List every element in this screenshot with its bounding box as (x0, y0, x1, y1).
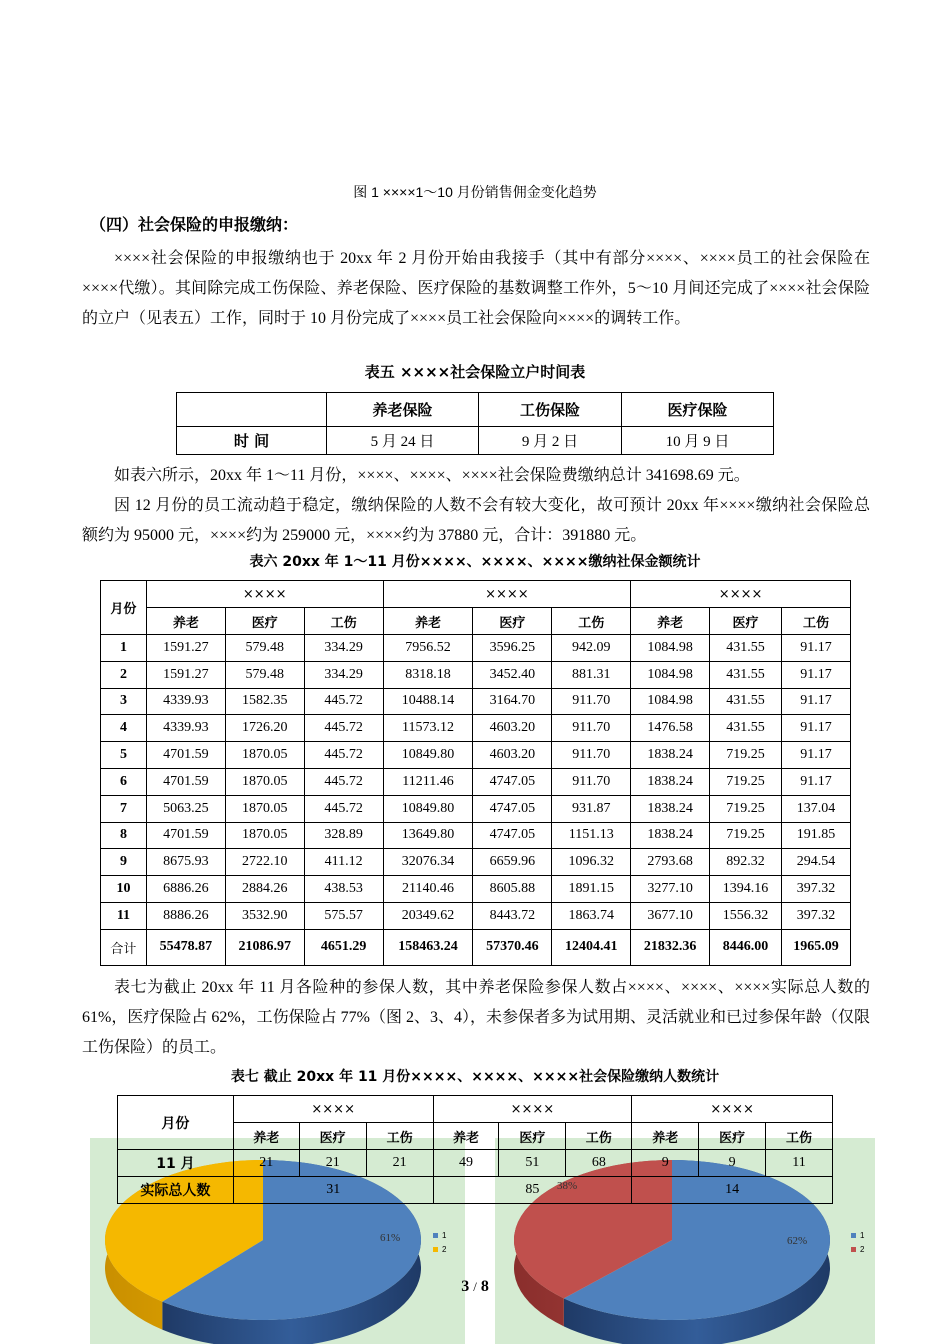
table6-cell: 4747.05 (473, 795, 552, 822)
table6-cell: 2884.26 (225, 876, 304, 903)
table6-cell: 3532.90 (225, 902, 304, 929)
table6-cell: 8443.72 (473, 902, 552, 929)
table6-cell: 579.48 (225, 661, 304, 688)
table6-row (101, 715, 851, 742)
table7-cell: 68 (566, 1150, 632, 1177)
table7-total-label: 实际总人数 (118, 1177, 234, 1204)
table6-cell: 1084.98 (631, 661, 710, 688)
table6-cell: 4701.59 (146, 822, 225, 849)
table6-cell: 91.17 (781, 768, 850, 795)
legend-label-1: 1 (442, 1231, 447, 1240)
table7-month-header: 月份 (118, 1096, 234, 1150)
table7-group-header: ×××× (433, 1096, 632, 1123)
table6-cell: 1838.24 (631, 822, 710, 849)
table6-cell: 911.70 (552, 688, 631, 715)
table6-sub-header: 工伤 (781, 608, 850, 635)
table6-cell: 1084.98 (631, 635, 710, 662)
table6-month-cell: 8 (101, 822, 147, 849)
table6-cell: 6659.96 (473, 849, 552, 876)
table6-cell: 4603.20 (473, 715, 552, 742)
table7-sub-header: 养老 (632, 1123, 699, 1150)
table6-cell: 1151.13 (552, 822, 631, 849)
table6-sub-header: 医疗 (225, 608, 304, 635)
table6-row (101, 688, 851, 715)
table6-total-cell: 8446.00 (710, 929, 782, 965)
table6-total-cell: 21086.97 (225, 929, 304, 965)
table6-row (101, 849, 851, 876)
table6-cell: 431.55 (710, 688, 782, 715)
table6-cell: 6886.26 (146, 876, 225, 903)
table6-cell: 2722.10 (225, 849, 304, 876)
table6-cell: 719.25 (710, 795, 782, 822)
table6-cell: 931.87 (552, 795, 631, 822)
table6-cell: 579.48 (225, 635, 304, 662)
table6-cell: 719.25 (710, 822, 782, 849)
table6-cell: 8675.93 (146, 849, 225, 876)
table6-cell: 445.72 (304, 688, 383, 715)
paragraph-total: 如表六所示，20xx 年 1～11 月份，××××、××××、××××社会保险费缴纳总计 341698.69 元。 (114, 467, 750, 484)
legend-swatch-1 (851, 1233, 856, 1238)
section-title: （四）社会保险的申报缴纳： (90, 215, 299, 234)
table7-sub-header: 医疗 (499, 1123, 566, 1150)
table6-cell: 4339.93 (146, 715, 225, 742)
table6-month-cell: 2 (101, 661, 147, 688)
table6-cell: 4747.05 (473, 768, 552, 795)
table6-cell: 719.25 (710, 742, 782, 769)
table6-cell: 1838.24 (631, 795, 710, 822)
table6-row (101, 635, 851, 662)
table6-cell: 1838.24 (631, 742, 710, 769)
table6-cell: 1870.05 (225, 742, 304, 769)
table5-cell: 5 月 24 日 (327, 427, 479, 455)
table5 (176, 392, 774, 455)
table6-cell: 411.12 (304, 849, 383, 876)
table7-cell: 21 (366, 1150, 433, 1177)
table7-total-cell: 85 (433, 1177, 632, 1204)
table6-cell: 91.17 (781, 715, 850, 742)
table7-sub-header: 医疗 (299, 1123, 366, 1150)
page-total: 8 (480, 1278, 489, 1295)
table6-row (101, 742, 851, 769)
table6-total-cell: 57370.46 (473, 929, 552, 965)
table6-row (101, 876, 851, 903)
page-number (0, 1278, 950, 1296)
table6-cell: 11573.12 (383, 715, 473, 742)
pie-chart-2-legend (851, 1231, 865, 1254)
table6-cell: 13649.80 (383, 822, 473, 849)
legend-label-2: 2 (860, 1245, 865, 1254)
paragraph-forecast: 因 12 月份的员工流动趋于稳定，缴纳保险的人数不会有较大变化，故可预计 20xx 年××××缴纳社会保险总额约为 95000 元，××××约为 259000 元，××××约为 37880 元，合计：391880 元。 (82, 497, 870, 544)
table6-sub-header: 工伤 (552, 608, 631, 635)
figure-caption: 图 1 ××××1～10 月份销售佣金变化趋势 (353, 184, 597, 200)
pie-data-label: 38% (557, 1180, 578, 1192)
table6-cell: 91.17 (781, 688, 850, 715)
table7-group-header: ×××× (632, 1096, 833, 1123)
table6-sub-header: 养老 (146, 608, 225, 635)
table6-cell: 294.54 (781, 849, 850, 876)
table6-cell: 91.17 (781, 635, 850, 662)
table5-cell: 10 月 9 日 (622, 427, 774, 455)
table6-cell: 438.53 (304, 876, 383, 903)
table6-cell: 445.72 (304, 795, 383, 822)
table6-total-label: 合计 (101, 929, 147, 965)
table6-month-cell: 11 (101, 902, 147, 929)
table6-cell: 1084.98 (631, 688, 710, 715)
table6-sub-header: 医疗 (710, 608, 782, 635)
table6-cell: 1726.20 (225, 715, 304, 742)
table6-cell: 1394.16 (710, 876, 782, 903)
table6-cell: 20349.62 (383, 902, 473, 929)
table6-cell: 942.09 (552, 635, 631, 662)
table6-month-cell: 1 (101, 635, 147, 662)
table6-cell: 1838.24 (631, 768, 710, 795)
table6-row (101, 795, 851, 822)
table6-month-cell: 9 (101, 849, 147, 876)
table6-total-cell: 1965.09 (781, 929, 850, 965)
table6-cell: 4701.59 (146, 768, 225, 795)
table6-total-cell: 158463.24 (383, 929, 473, 965)
table6-cell: 3452.40 (473, 661, 552, 688)
table6-total-cell: 55478.87 (146, 929, 225, 965)
table6-cell: 1863.74 (552, 902, 631, 929)
table6-cell: 911.70 (552, 742, 631, 769)
table6-cell: 4603.20 (473, 742, 552, 769)
pie-chart-1-legend (433, 1231, 447, 1254)
legend-swatch-1 (433, 1233, 438, 1238)
table6-cell: 1476.58 (631, 715, 710, 742)
table6-month-cell: 3 (101, 688, 147, 715)
table7-total-cell: 14 (632, 1177, 833, 1204)
table7-group-header: ×××× (233, 1096, 433, 1123)
table7-cell: 49 (433, 1150, 499, 1177)
table6-cell: 4339.93 (146, 688, 225, 715)
table6-row (101, 822, 851, 849)
table7-cell: 11 (766, 1150, 833, 1177)
table7-cell: 21 (233, 1150, 299, 1177)
table6-group-header: ×××× (383, 581, 631, 608)
table7-sub-header: 医疗 (699, 1123, 766, 1150)
table6-month-cell: 5 (101, 742, 147, 769)
table6-group-header: ×××× (631, 581, 851, 608)
table5-header: 工伤保险 (478, 393, 621, 427)
table6-cell: 1591.27 (146, 635, 225, 662)
table6-cell: 1891.15 (552, 876, 631, 903)
page-separator: / (473, 1279, 477, 1294)
table6-cell: 32076.34 (383, 849, 473, 876)
table6-row (101, 902, 851, 929)
table7-cell: 9 (699, 1150, 766, 1177)
table6-cell: 431.55 (710, 635, 782, 662)
table5-caption: 表五 ××××社会保险立户时间表 (364, 363, 586, 381)
table6-cell: 445.72 (304, 742, 383, 769)
table6-cell: 328.89 (304, 822, 383, 849)
table6-cell: 334.29 (304, 635, 383, 662)
table6-group-header: ×××× (146, 581, 383, 608)
table6-cell: 1556.32 (710, 902, 782, 929)
table7-sub-header: 养老 (233, 1123, 299, 1150)
table6-cell: 10849.80 (383, 742, 473, 769)
table6-cell: 10849.80 (383, 795, 473, 822)
table6-month-header: 月份 (101, 581, 147, 635)
table6-cell: 7956.52 (383, 635, 473, 662)
table6-cell: 8605.88 (473, 876, 552, 903)
table5-header: 医疗保险 (622, 393, 774, 427)
table6-cell: 1582.35 (225, 688, 304, 715)
table6-cell: 575.57 (304, 902, 383, 929)
table6-total-cell: 12404.41 (552, 929, 631, 965)
table6-cell: 8886.26 (146, 902, 225, 929)
table6-cell: 3277.10 (631, 876, 710, 903)
table6-cell: 1870.05 (225, 795, 304, 822)
table6-cell: 91.17 (781, 661, 850, 688)
table6-sub-header: 养老 (383, 608, 473, 635)
table6-cell: 3677.10 (631, 902, 710, 929)
table6-cell: 21140.46 (383, 876, 473, 903)
table7-sub-header: 工伤 (366, 1123, 433, 1150)
table6-cell: 137.04 (781, 795, 850, 822)
table6-cell: 431.55 (710, 715, 782, 742)
pie-data-label: 61% (380, 1232, 401, 1244)
table6-total-cell: 21832.36 (631, 929, 710, 965)
table6-month-cell: 7 (101, 795, 147, 822)
table6-cell: 397.32 (781, 876, 850, 903)
table6-month-cell: 4 (101, 715, 147, 742)
table7 (117, 1095, 833, 1204)
table6-cell: 445.72 (304, 768, 383, 795)
page-current: 3 (461, 1278, 470, 1295)
table6-cell: 431.55 (710, 661, 782, 688)
table6-cell: 8318.18 (383, 661, 473, 688)
table6-caption: 表六 20xx 年 1～11 月份××××、××××、××××缴纳社保金额统计 (249, 554, 701, 570)
table6-sub-header: 工伤 (304, 608, 383, 635)
legend-swatch-2 (851, 1247, 856, 1252)
table6-month-cell: 10 (101, 876, 147, 903)
table6-sub-header: 医疗 (473, 608, 552, 635)
table6-cell: 191.85 (781, 822, 850, 849)
legend-label-1: 1 (860, 1231, 865, 1240)
table7-cell: 9 (632, 1150, 699, 1177)
table6-cell: 1591.27 (146, 661, 225, 688)
table6-cell: 1870.05 (225, 768, 304, 795)
table6-cell: 3164.70 (473, 688, 552, 715)
table6-cell: 4747.05 (473, 822, 552, 849)
table7-sub-header: 工伤 (566, 1123, 632, 1150)
table6-cell: 4701.59 (146, 742, 225, 769)
table5-header-empty (177, 393, 327, 427)
table6-total-cell: 4651.29 (304, 929, 383, 965)
table6-cell: 11211.46 (383, 768, 473, 795)
table6-cell: 91.17 (781, 742, 850, 769)
paragraph-participants: 表七为截止 20xx 年 11 月各险种的参保人数，其中养老保险参保人数占××××、××××、××××实际总人数的 61%，医疗保险占 62%，工伤保险占 77%（图 2、3、4），未参保者多为试用期、灵活就业和已过参保年龄（仅限工伤保险）的员工。 (82, 979, 870, 1056)
table7-cell: 51 (499, 1150, 566, 1177)
table6-cell: 1096.32 (552, 849, 631, 876)
table7-caption: 表七 截止 20xx 年 11 月份××××、××××、××××社会保险缴纳人数统计 (230, 1069, 720, 1085)
table6-cell: 3596.25 (473, 635, 552, 662)
table5-cell: 9 月 2 日 (478, 427, 621, 455)
table7-sub-header: 工伤 (766, 1123, 833, 1150)
table5-header: 养老保险 (327, 393, 479, 427)
table6-cell: 334.29 (304, 661, 383, 688)
legend-label-2: 2 (442, 1245, 447, 1254)
table6-cell: 5063.25 (146, 795, 225, 822)
table6-cell: 2793.68 (631, 849, 710, 876)
table6-cell: 911.70 (552, 715, 631, 742)
table7-sub-header: 养老 (433, 1123, 499, 1150)
table6-cell: 1870.05 (225, 822, 304, 849)
table5-row-label: 时 间 (177, 427, 327, 455)
legend-swatch-2 (433, 1247, 438, 1252)
table7-total-cell: 31 (233, 1177, 433, 1204)
table6-row (101, 768, 851, 795)
table6-row (101, 661, 851, 688)
pie-data-label: 62% (787, 1235, 808, 1247)
table7-cell: 21 (299, 1150, 366, 1177)
table6-cell: 881.31 (552, 661, 631, 688)
paragraph-social-insurance: ××××社会保险的申报缴纳也于 20xx 年 2 月份开始由我接手（其中有部分××××、××××员工的社会保险在××××代缴）。其间除完成工伤保险、养老保险、医疗保险的基数调整工作外，5～10 月间还完成了××××社会保险的立户（见表五）工作，同时于 10 月份完成了××××员工社会保险向××××的调转工作。 (82, 250, 870, 327)
table6-cell: 719.25 (710, 768, 782, 795)
table6-cell: 10488.14 (383, 688, 473, 715)
table7-row-label: 11 月 (118, 1150, 234, 1177)
table6-cell: 445.72 (304, 715, 383, 742)
table6-cell: 911.70 (552, 768, 631, 795)
table6-cell: 397.32 (781, 902, 850, 929)
table6 (100, 580, 851, 966)
table6-cell: 892.32 (710, 849, 782, 876)
table6-sub-header: 养老 (631, 608, 710, 635)
table6-month-cell: 6 (101, 768, 147, 795)
